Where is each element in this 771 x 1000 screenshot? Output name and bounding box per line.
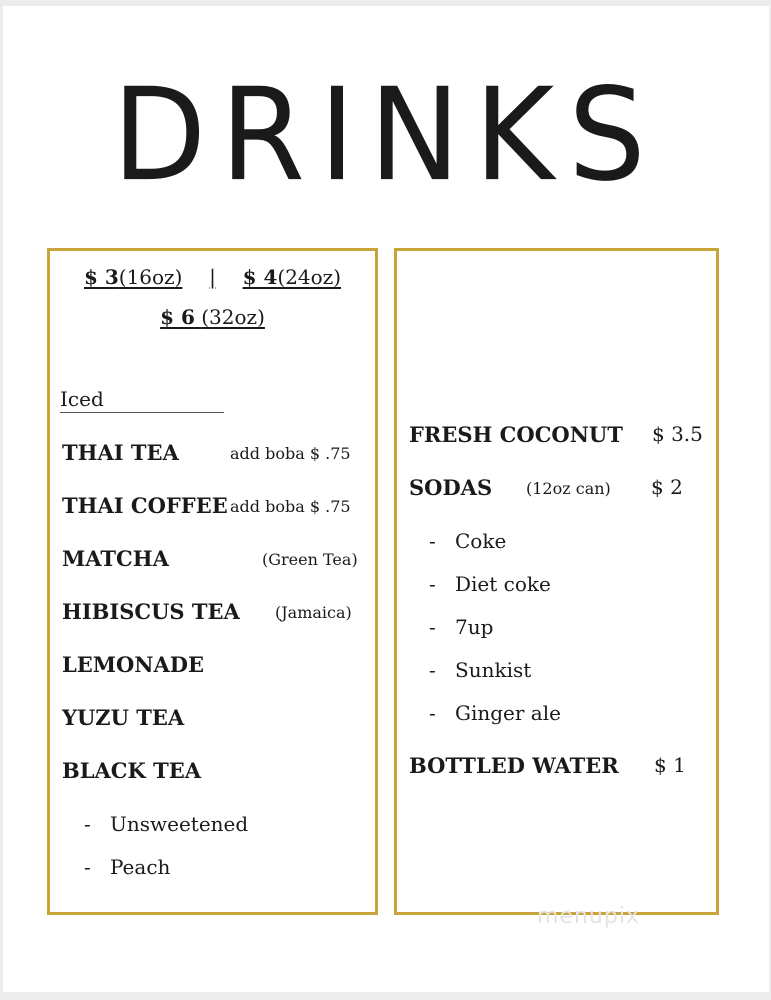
- price-line-1: [50, 265, 375, 289]
- item-note: add boba $ .75: [230, 497, 351, 516]
- page-title: DRINKS: [112, 60, 660, 210]
- iced-drinks-panel: [47, 248, 378, 915]
- option-peach: - Peach: [84, 855, 171, 879]
- item-name: FRESH COCONUT: [409, 422, 623, 447]
- item-note: add boba $ .75: [230, 444, 351, 463]
- option-label: 7up: [455, 615, 494, 639]
- item-note: (Green Tea): [262, 550, 358, 569]
- item-note: (12oz can): [526, 479, 611, 498]
- option-sunkist: - Sunkist: [429, 658, 532, 682]
- option-label: Ginger ale: [455, 701, 561, 725]
- option-label: Unsweetened: [110, 812, 249, 836]
- item-name: THAI COFFEE: [62, 493, 228, 518]
- price-16oz: [84, 265, 182, 289]
- option-ginger-ale: - Ginger ale: [429, 701, 561, 725]
- price-16oz-size: (16oz): [118, 265, 183, 289]
- price-separator: |: [209, 265, 216, 289]
- item-price: $ 2: [651, 475, 683, 499]
- option-7up: - 7up: [429, 615, 494, 639]
- option-label: Peach: [110, 855, 171, 879]
- section-label-iced: Iced: [60, 387, 224, 413]
- price-line-2: [50, 305, 375, 329]
- item-name: BOTTLED WATER: [409, 753, 619, 778]
- option-label: Coke: [455, 529, 507, 553]
- price-16oz-amount: $ 3: [83, 265, 119, 289]
- item-name: BLACK TEA: [62, 758, 202, 783]
- option-label: Sunkist: [455, 658, 532, 682]
- item-price: $ 1: [654, 753, 686, 777]
- item-price: $ 3.5: [652, 422, 703, 446]
- price-32oz-amount: $ 6: [160, 305, 195, 329]
- option-coke: - Coke: [429, 529, 507, 553]
- price-24oz-size: (24oz): [277, 265, 342, 289]
- item-name: SODAS: [409, 475, 493, 500]
- other-drinks-panel: [394, 248, 719, 915]
- price-24oz-amount: $ 4: [242, 265, 278, 289]
- option-diet-coke: - Diet coke: [429, 572, 551, 596]
- item-name: HIBISCUS TEA: [62, 599, 240, 624]
- item-name: LEMONADE: [62, 652, 205, 677]
- item-name: THAI TEA: [62, 440, 179, 465]
- option-unsweetened: - Unsweetened: [84, 812, 249, 836]
- price-32oz: [160, 305, 265, 329]
- option-label: Diet coke: [455, 572, 551, 596]
- price-24oz: [243, 265, 341, 289]
- item-name: MATCHA: [62, 546, 169, 571]
- watermark: menupix: [537, 904, 640, 929]
- price-32oz-size: (32oz): [201, 305, 265, 329]
- item-note: (Jamaica): [275, 603, 352, 622]
- item-name: YUZU TEA: [62, 705, 185, 730]
